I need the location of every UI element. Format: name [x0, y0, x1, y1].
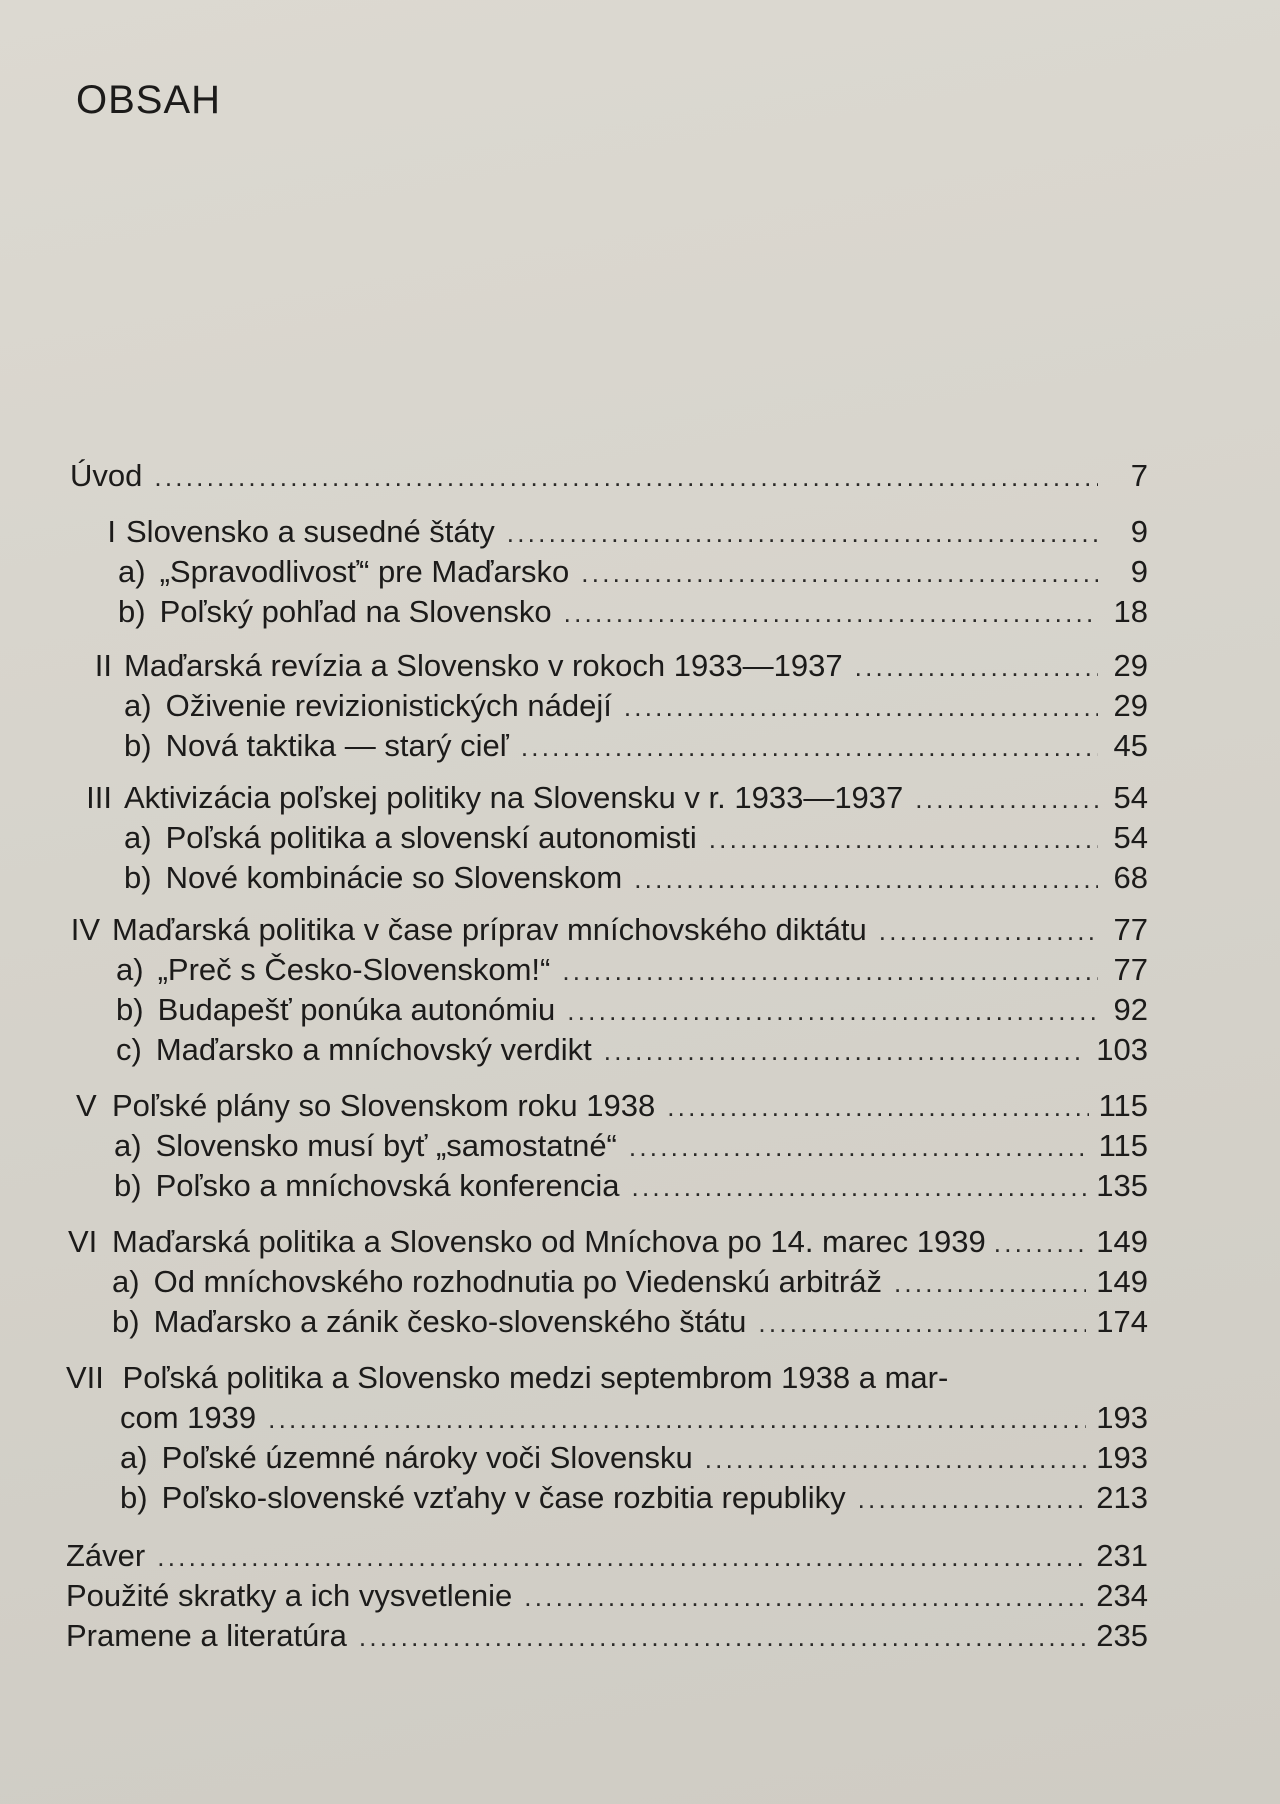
- toc-chapter-1: [98, 512, 1148, 552]
- toc-entry-title: Maďarsko a zánik česko-slovenského štátu: [153, 1304, 747, 1339]
- toc-subentry-7b: [120, 1478, 1148, 1518]
- subentry-letter: b): [114, 1168, 142, 1203]
- toc-page-number: 54: [1113, 820, 1148, 855]
- subentry-letter: a): [120, 1440, 148, 1475]
- toc-entry-title: Poľský pohľad na Slovensko: [159, 594, 552, 629]
- leader-dots: [879, 911, 1098, 951]
- toc-entry-title: Nové kombinácie so Slovenskom: [165, 860, 623, 895]
- toc-subentry-7a: [120, 1438, 1148, 1478]
- toc-entry-title: Úvod: [70, 458, 143, 493]
- toc-chapter-5: [76, 1086, 1148, 1126]
- toc-entry-title: Nová taktika — starý cieľ: [165, 728, 509, 763]
- toc-page-number: 103: [1096, 1032, 1148, 1067]
- toc-page-number: 231: [1096, 1538, 1148, 1573]
- toc-subentry-1b: [118, 592, 1148, 632]
- toc-page-number: 77: [1113, 952, 1148, 987]
- toc-page-number: 92: [1113, 992, 1148, 1027]
- leader-dots: [629, 1127, 1089, 1167]
- toc-subentry-3b: [124, 858, 1148, 898]
- toc-entry-title: Aktivizácia poľskej politiky na Slovensku v r. 1933—1937: [124, 780, 904, 815]
- toc-page-number: 149: [1096, 1264, 1148, 1299]
- chapter-number: II: [94, 648, 112, 683]
- toc-subentry-3a: [124, 818, 1148, 858]
- toc-entry-title: Poľské územné nároky voči Slovensku: [161, 1440, 693, 1475]
- toc-page-number: 193: [1096, 1440, 1148, 1475]
- toc-subentry-1a: [118, 552, 1148, 592]
- toc-entry-pramene: [66, 1616, 1148, 1656]
- toc-entry-title: Slovensko a susedné štáty: [126, 514, 495, 549]
- toc-entry-title: Pramene a literatúra: [66, 1618, 347, 1653]
- chapter-number: IV: [70, 912, 100, 947]
- subentry-letter: b): [120, 1480, 148, 1515]
- toc-entry-title: Poľsko a mníchovská konferencia: [155, 1168, 620, 1203]
- subentry-letter: a): [116, 952, 144, 987]
- toc-page-number: 213: [1096, 1480, 1148, 1515]
- leader-dots: [624, 687, 1098, 727]
- toc-entry-title-continuation: com 1939: [120, 1400, 257, 1435]
- subentry-letter: a): [118, 554, 146, 589]
- toc-page-number: 68: [1113, 860, 1148, 895]
- leader-dots: [524, 1577, 1086, 1617]
- leader-dots: [894, 1263, 1086, 1303]
- toc-entry-title: Maďarská revízia a Slovensko v rokoch 1933—1937: [124, 648, 843, 683]
- toc-entry-title: Maďarsko a mníchovský verdikt: [155, 1032, 592, 1067]
- subentry-letter: b): [124, 728, 152, 763]
- subentry-letter: a): [114, 1128, 142, 1163]
- toc-entry-title: Poľská politika a Slovensko medzi septembrom 1938 a mar-: [122, 1360, 949, 1395]
- toc-entry-title: Slovensko musí byť „samostatné“: [155, 1128, 617, 1163]
- toc-subentry-4a: [116, 950, 1148, 990]
- toc-subentry-4c: [116, 1030, 1148, 1070]
- toc-entry-title: Záver: [66, 1538, 146, 1573]
- toc-subentry-5b: [114, 1166, 1148, 1206]
- toc-page-number: 29: [1113, 648, 1148, 683]
- toc-page-number: 9: [1130, 554, 1148, 589]
- toc-entry-skratky: [66, 1576, 1148, 1616]
- leader-dots: [994, 1223, 1089, 1263]
- toc-page-number: 234: [1096, 1578, 1148, 1613]
- toc-page-number: 29: [1113, 688, 1148, 723]
- leader-dots: [858, 1479, 1087, 1519]
- subentry-letter: b): [118, 594, 146, 629]
- toc-entry-title: Od mníchovského rozhodnutia po Viedenskú arbitráž: [153, 1264, 882, 1299]
- toc-entry-title: „Spravodlivosť“ pre Maďarsko: [159, 554, 570, 589]
- toc-entry-title: Maďarská politika a Slovensko od Mníchova po 14. marec 1939: [112, 1224, 986, 1259]
- toc-entry-title: Poľská politika a slovenskí autonomisti: [165, 820, 697, 855]
- toc-page-number: 18: [1113, 594, 1148, 629]
- leader-dots: [709, 819, 1098, 859]
- subentry-letter: b): [124, 860, 152, 895]
- leader-dots: [634, 859, 1098, 899]
- toc-page-number: 174: [1096, 1304, 1148, 1339]
- toc-entry-zaver: [66, 1536, 1148, 1576]
- chapter-number: VII: [66, 1360, 104, 1395]
- toc-page-number: 7: [1130, 458, 1148, 493]
- toc-page-number: 149: [1096, 1224, 1148, 1259]
- leader-dots: [758, 1303, 1086, 1343]
- toc-entry-title: Poľsko-slovenské vzťahy v čase rozbitia republiky: [161, 1480, 846, 1515]
- chapter-number: I: [107, 514, 116, 549]
- leader-dots: [359, 1617, 1086, 1657]
- toc-chapter-7-line2: [120, 1398, 1148, 1438]
- leader-dots: [915, 779, 1098, 819]
- toc-chapter-4: [70, 910, 1148, 950]
- toc-entry-uvod: [70, 456, 1148, 496]
- toc-page-number: 193: [1096, 1400, 1148, 1435]
- leader-dots: [667, 1087, 1088, 1127]
- subentry-letter: b): [112, 1304, 140, 1339]
- toc-entry-title: Použité skratky a ich vysvetlenie: [66, 1578, 513, 1613]
- toc-chapter-2: [90, 646, 1148, 686]
- leader-dots: [507, 513, 1098, 553]
- toc-chapter-6: [68, 1222, 1148, 1262]
- toc-subentry-5a: [114, 1126, 1148, 1166]
- toc-page-number: 115: [1098, 1088, 1148, 1123]
- toc-subentry-2a: [124, 686, 1148, 726]
- toc-subentry-6a: [112, 1262, 1148, 1302]
- leader-dots: [157, 1537, 1086, 1577]
- toc-entry-title: Budapešť ponúka autonómiu: [157, 992, 556, 1027]
- toc-entry-title: Oživenie revizionistických nádejí: [165, 688, 612, 723]
- toc-entry-title: „Preč s Česko-Slovenskom!“: [157, 952, 551, 987]
- leader-dots: [632, 1167, 1087, 1207]
- chapter-number: III: [86, 780, 112, 815]
- toc-page-number: 235: [1096, 1618, 1148, 1653]
- page-title: OBSAH: [76, 78, 222, 122]
- toc-page-number: 45: [1113, 728, 1148, 763]
- leader-dots: [604, 1031, 1086, 1071]
- chapter-number: V: [76, 1088, 97, 1123]
- toc-page-number: 135: [1096, 1168, 1148, 1203]
- toc-page-number: 115: [1098, 1128, 1148, 1163]
- toc-subentry-6b: [112, 1302, 1148, 1342]
- leader-dots: [564, 593, 1098, 633]
- chapter-number: VI: [68, 1224, 98, 1259]
- toc-subentry-2b: [124, 726, 1148, 766]
- toc-chapter-7-line1: [66, 1358, 948, 1398]
- toc-chapter-3: [78, 778, 1148, 818]
- leader-dots: [567, 991, 1098, 1031]
- toc-page-number: 77: [1113, 912, 1148, 947]
- subentry-letter: a): [124, 820, 152, 855]
- leader-dots: [268, 1399, 1086, 1439]
- toc-entry-title: Poľské plány so Slovenskom roku 1938: [112, 1088, 656, 1123]
- subentry-letter: b): [116, 992, 144, 1027]
- subentry-letter: c): [116, 1032, 142, 1067]
- leader-dots: [581, 553, 1098, 593]
- leader-dots: [855, 647, 1098, 687]
- toc-entry-title: Maďarská politika v čase príprav mníchovského diktátu: [112, 912, 867, 947]
- toc-subentry-4b: [116, 990, 1148, 1030]
- subentry-letter: a): [112, 1264, 140, 1299]
- leader-dots: [562, 951, 1098, 991]
- leader-dots: [154, 457, 1098, 497]
- leader-dots: [521, 727, 1098, 767]
- leader-dots: [705, 1439, 1087, 1479]
- subentry-letter: a): [124, 688, 152, 723]
- toc-page-number: 9: [1130, 514, 1148, 549]
- toc-page-number: 54: [1113, 780, 1148, 815]
